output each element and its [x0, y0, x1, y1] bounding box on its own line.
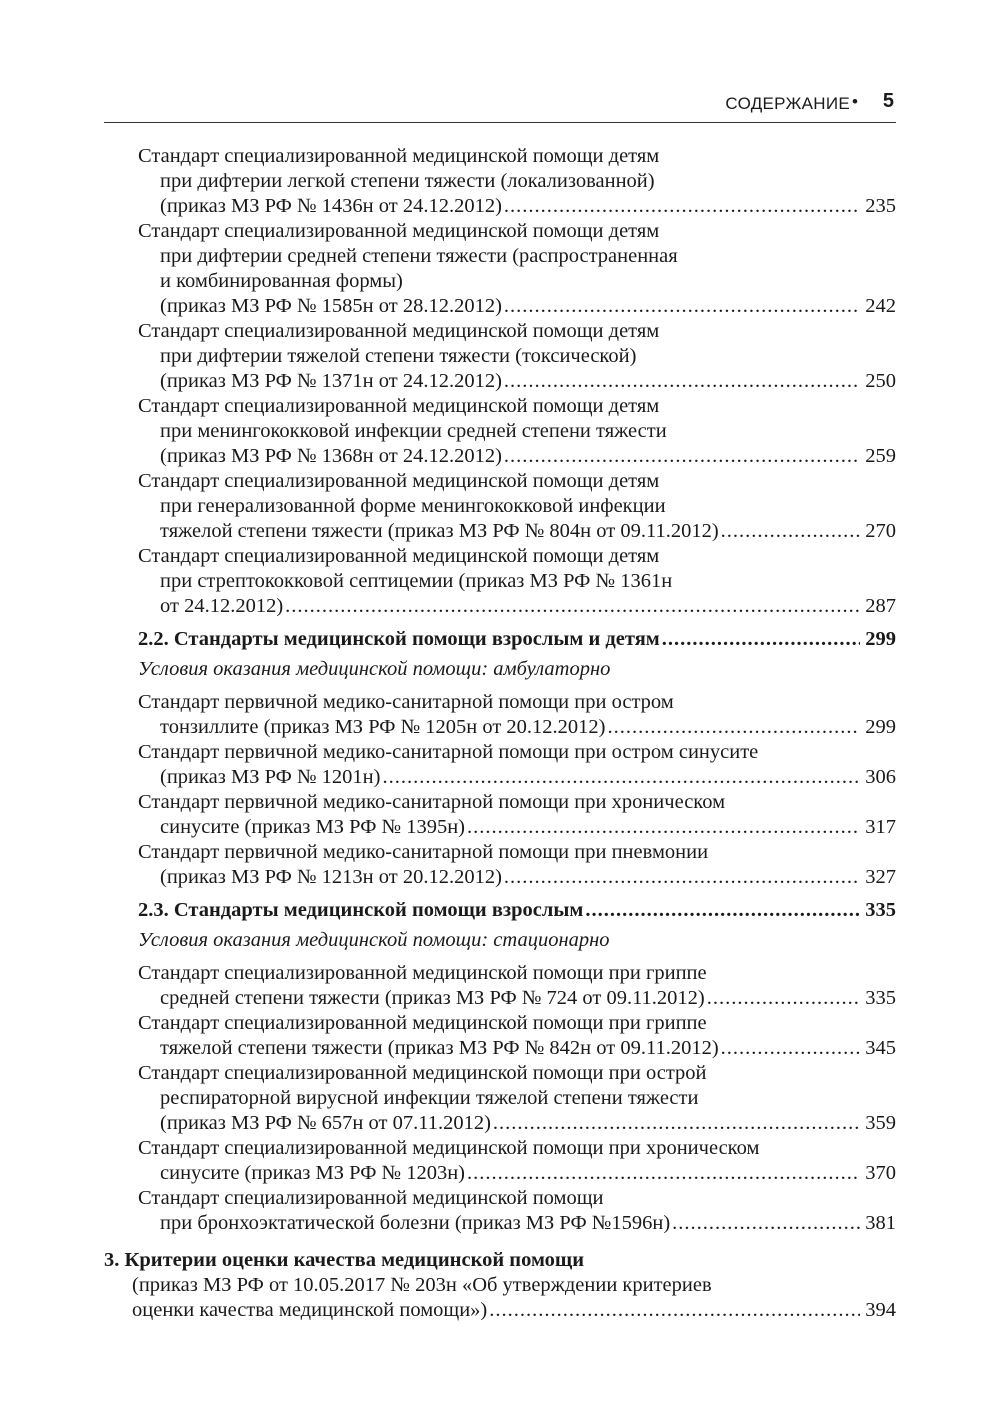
dot-leader	[285, 594, 860, 619]
toc-line	[160, 1086, 698, 1111]
toc-entry-text: тяжелой степени тяжести (приказ МЗ РФ № 842н от 09.11.2012)	[160, 1037, 719, 1059]
toc-page-number: 335	[865, 899, 896, 921]
dot-leader	[707, 986, 860, 1011]
toc-entry-text: Стандарт первичной медико-санитарной помощи при пневмонии	[138, 841, 709, 863]
toc-line	[160, 594, 896, 619]
toc-section-heading	[138, 898, 896, 923]
toc-entry-text: при стрептококковой септицемии (приказ МЗ РФ № 1361н	[160, 570, 673, 592]
toc-line	[160, 715, 896, 740]
toc-entry-text: при дифтерии средней степени тяжести (распространенная	[160, 245, 678, 267]
toc-page-number: 299	[865, 628, 896, 650]
toc-entry-text: оценки качества медицинской помощи»)	[132, 1299, 488, 1321]
toc-entry-text: Стандарт специализированной медицинской помощи при острой	[138, 1062, 707, 1084]
toc-entry-text: при бронхоэктатической болезни (приказ МЗ РФ №1596н)	[160, 1212, 671, 1234]
bullet-icon: •	[852, 92, 858, 111]
toc-line	[138, 961, 707, 986]
toc-line	[160, 169, 655, 194]
dot-leader	[721, 1036, 861, 1061]
toc-line	[132, 1298, 896, 1323]
toc-entry-text: средней степени тяжести (приказ МЗ РФ № 724 от 09.11.2012)	[160, 987, 705, 1009]
toc-entry-text: (приказ МЗ РФ № 1368н от 24.12.2012)	[160, 445, 502, 467]
toc-page-number: 345	[865, 1037, 896, 1059]
toc-line	[160, 244, 678, 269]
toc-line	[160, 194, 896, 219]
toc-entry-text: при дифтерии тяжелой степени тяжести (токсической)	[160, 345, 637, 367]
toc-line	[138, 740, 758, 765]
dot-leader	[662, 627, 861, 652]
toc-entry-text: Стандарт первичной медико-санитарной помощи при хроническом	[138, 791, 726, 813]
toc-line	[160, 1111, 896, 1136]
toc-line	[138, 1061, 707, 1086]
toc-section-heading	[138, 627, 896, 652]
toc-entry-text: Стандарт специализированной медицинской помощи при гриппе	[138, 1012, 707, 1034]
toc-line	[160, 269, 403, 294]
dot-leader	[382, 765, 860, 790]
toc-page-number: 306	[865, 766, 896, 788]
toc-entry-text: при генерализованной форме менингококковой инфекции	[160, 495, 666, 517]
toc-line	[160, 815, 896, 840]
toc-entry-text: Стандарт специализированной медицинской помощи детям	[138, 470, 660, 492]
toc-page-number: 394	[865, 1299, 896, 1321]
toc-page-number: 259	[865, 445, 896, 467]
toc-entry-text: (приказ МЗ РФ № 657н от 07.11.2012)	[160, 1112, 491, 1134]
toc-entry-text: Стандарт специализированной медицинской помощи детям	[138, 395, 660, 417]
toc-entry-text: Стандарт специализированной медицинской помощи детям	[138, 220, 660, 242]
toc-line	[160, 1161, 896, 1186]
dot-leader	[672, 1211, 860, 1236]
dot-leader	[608, 715, 861, 740]
toc-line	[138, 1186, 604, 1211]
dot-leader	[493, 1111, 860, 1136]
toc-entry-text: Стандарт специализированной медицинской помощи детям	[138, 545, 660, 567]
page-number: 5	[882, 90, 894, 112]
toc-page-number: 242	[865, 295, 896, 317]
toc-page-number: 370	[865, 1162, 896, 1184]
toc-entry-text: тонзиллите (приказ МЗ РФ № 1205н от 20.12.2012)	[160, 716, 606, 738]
toc-line	[160, 986, 896, 1011]
toc-line	[138, 1136, 759, 1161]
toc-line	[160, 569, 672, 594]
toc-line	[138, 840, 708, 865]
toc-entry-text: (приказ МЗ РФ № 1585н от 28.12.2012)	[160, 295, 502, 317]
toc-entry-text: Стандарт специализированной медицинской помощи	[138, 1187, 604, 1209]
toc-page-number: 381	[865, 1212, 896, 1234]
dot-leader	[504, 369, 860, 394]
toc-page-number: 270	[865, 520, 896, 542]
toc-line	[138, 790, 725, 815]
toc-line	[138, 1011, 707, 1036]
toc-entry-text: и комбинированная формы)	[160, 270, 403, 292]
toc-entry-text: синусите (приказ МЗ РФ № 1203н)	[160, 1162, 466, 1184]
toc-line	[160, 294, 896, 319]
toc-entry-text: при дифтерии легкой степени тяжести (локализованной)	[160, 170, 655, 192]
toc-page-number: 235	[865, 195, 896, 217]
toc-entry-text: респираторной вирусной инфекции тяжелой степени тяжести	[160, 1087, 699, 1109]
toc-entry-text: Стандарт специализированной медицинской помощи детям	[138, 145, 660, 167]
toc-line	[138, 469, 659, 494]
dot-leader	[721, 519, 861, 544]
toc-line	[160, 1211, 896, 1236]
toc-entry-text: Стандарт первичной медико-санитарной помощи при остром	[138, 691, 674, 713]
dot-leader	[504, 194, 860, 219]
toc-line	[160, 369, 896, 394]
toc-line	[160, 1036, 896, 1061]
toc-page-number: 359	[865, 1112, 896, 1134]
dot-leader	[489, 1298, 860, 1323]
dot-leader	[585, 898, 860, 923]
toc-entry-text: 2.2. Стандарты медицинской помощи взрослым и детям	[138, 628, 660, 650]
toc-entry-text: (приказ МЗ РФ № 1213н от 20.12.2012)	[160, 866, 502, 888]
toc-line	[160, 865, 896, 890]
toc-entry-text: (приказ МЗ РФ № 1371н от 24.12.2012)	[160, 370, 502, 392]
toc-line	[160, 519, 896, 544]
toc-page-number: 317	[865, 816, 896, 838]
header-title: СОДЕРЖАНИЕ	[725, 94, 850, 113]
toc-subheading	[138, 657, 610, 682]
toc-entry-text: от 24.12.2012)	[160, 595, 284, 617]
toc-entry-text: (приказ МЗ РФ № 1201н)	[160, 766, 381, 788]
toc-line	[138, 319, 659, 344]
toc-page-number: 287	[865, 595, 896, 617]
dot-leader	[504, 444, 860, 469]
toc-entry-text: Стандарт специализированной медицинской помощи при гриппе	[138, 962, 707, 984]
toc-entry-text: Условия оказания медицинской помощи: амбулаторно	[138, 658, 611, 680]
running-header	[104, 88, 896, 123]
toc-subheading	[138, 928, 610, 953]
toc-page-number: 327	[865, 866, 896, 888]
toc-line	[160, 444, 896, 469]
toc-line	[160, 494, 666, 519]
toc-entry-text: (приказ МЗ РФ от 10.05.2017 № 203н «Об утверждении критериев	[132, 1274, 712, 1296]
toc-line	[138, 544, 659, 569]
toc-entry-text: тяжелой степени тяжести (приказ МЗ РФ № 804н от 09.11.2012)	[160, 520, 719, 542]
toc-line	[138, 394, 659, 419]
toc-entry-text: 3. Критерии оценки качества медицинской помощи	[104, 1249, 585, 1271]
dot-leader	[504, 294, 860, 319]
toc-entry-text: Стандарт специализированной медицинской помощи при хроническом	[138, 1137, 760, 1159]
toc-line	[160, 344, 636, 369]
toc-line	[138, 690, 674, 715]
toc-section-heading	[104, 1248, 584, 1273]
toc-entry-text: синусите (приказ МЗ РФ № 1395н)	[160, 816, 466, 838]
toc-entry-text: (приказ МЗ РФ № 1436н от 24.12.2012)	[160, 195, 502, 217]
toc-entry-text: Стандарт специализированной медицинской помощи детям	[138, 320, 660, 342]
toc-entry-text: при менингококковой инфекции средней степени тяжести	[160, 420, 667, 442]
dot-leader	[467, 815, 860, 840]
toc-page-number: 299	[865, 716, 896, 738]
toc-entry-text: 2.3. Стандарты медицинской помощи взрослым	[138, 899, 584, 921]
toc-page-number: 335	[865, 987, 896, 1009]
toc-entry-text: Стандарт первичной медико-санитарной помощи при остром синусите	[138, 741, 759, 763]
toc-page-number: 250	[865, 370, 896, 392]
dot-leader	[504, 865, 860, 890]
toc-line	[160, 765, 896, 790]
toc-line	[138, 219, 659, 244]
dot-leader	[467, 1161, 860, 1186]
toc-line	[138, 144, 659, 169]
toc-line	[132, 1273, 712, 1298]
toc-entry-text: Условия оказания медицинской помощи: стационарно	[138, 929, 610, 951]
toc-line	[160, 419, 667, 444]
